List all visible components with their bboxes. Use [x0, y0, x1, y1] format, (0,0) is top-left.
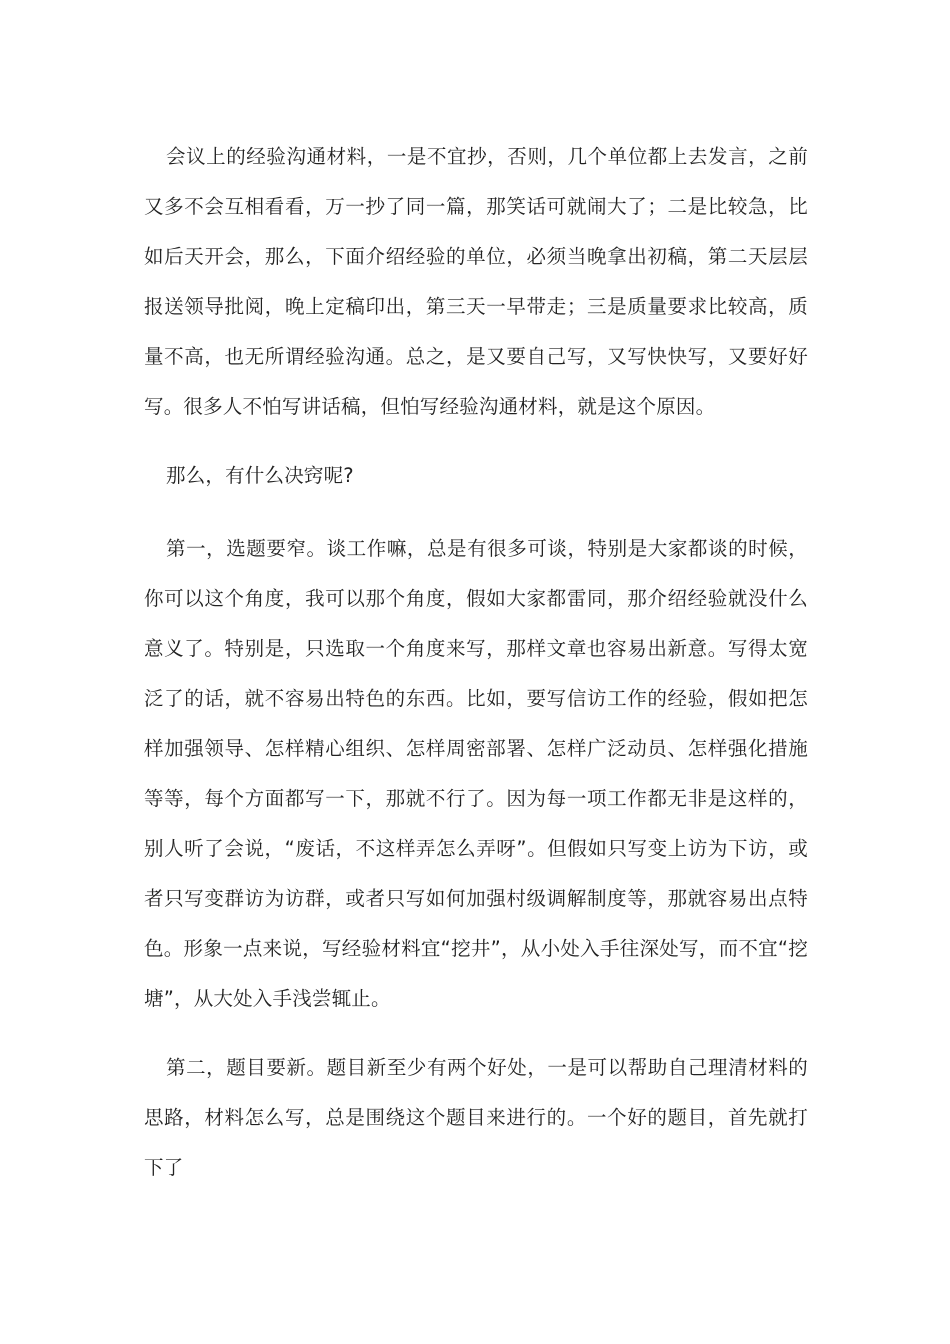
paragraph-point-one: 第一，选题要窄。谈工作嘛，总是有很多可谈，特别是大家都谈的时候，你可以这个角度，我可以那个角度，假如大家都雷同，那介绍经验就没什么意义了。特别是，只选取一个角度来写，那样文章也容易出新意。写得太宽泛了的话，就不容易出特色的东西。比如，要写信访工作的经验，假如把怎样加强领导、怎样精心组织、怎样周密部署、怎样广泛动员、怎样强化措施等等，每个方面都写一下，那就不行了。因为每一项工作都无非是这样的，别人听了会说，“废话，不这样弄怎么弄呀”。但假如只写变上访为下访，或者只写变群访为访群，或者只写如何加强村级调解制度等，那就容易出点特色。形象一点来说，写经验材料宜“挖井”，从小处入手往深处写，而不宜“挖塘”，从大处入手浅尝辄止。 [144, 537, 808, 1010]
paragraph-question: 那么，有什么决窍呢? [166, 464, 354, 487]
document-body [144, 132, 808, 1193]
paragraph-point-two: 第二，题目要新。题目新至少有两个好处，一是可以帮助自己理清材料的思路，材料怎么写，总是围绕这个题目来进行的。一个好的题目，首先就打下了 [144, 1056, 808, 1179]
paragraph-intro: 会议上的经验沟通材料，一是不宜抄，否则，几个单位都上去发言，之前又多不会互相看看，万一抄了同一篇，那笑话可就闹大了；二是比较急，比如后天开会，那么，下面介绍经验的单位，必须当晚拿出初稿，第二天层层报送领导批阅，晚上定稿印出，第三天一早带走；三是质量要求比较高，质量不高，也无所谓经验沟通。总之，是又要自己写，又写快快写，又要好好写。很多人不怕写讲话稿，但怕写经验沟通材料，就是这个原因。 [144, 145, 808, 418]
